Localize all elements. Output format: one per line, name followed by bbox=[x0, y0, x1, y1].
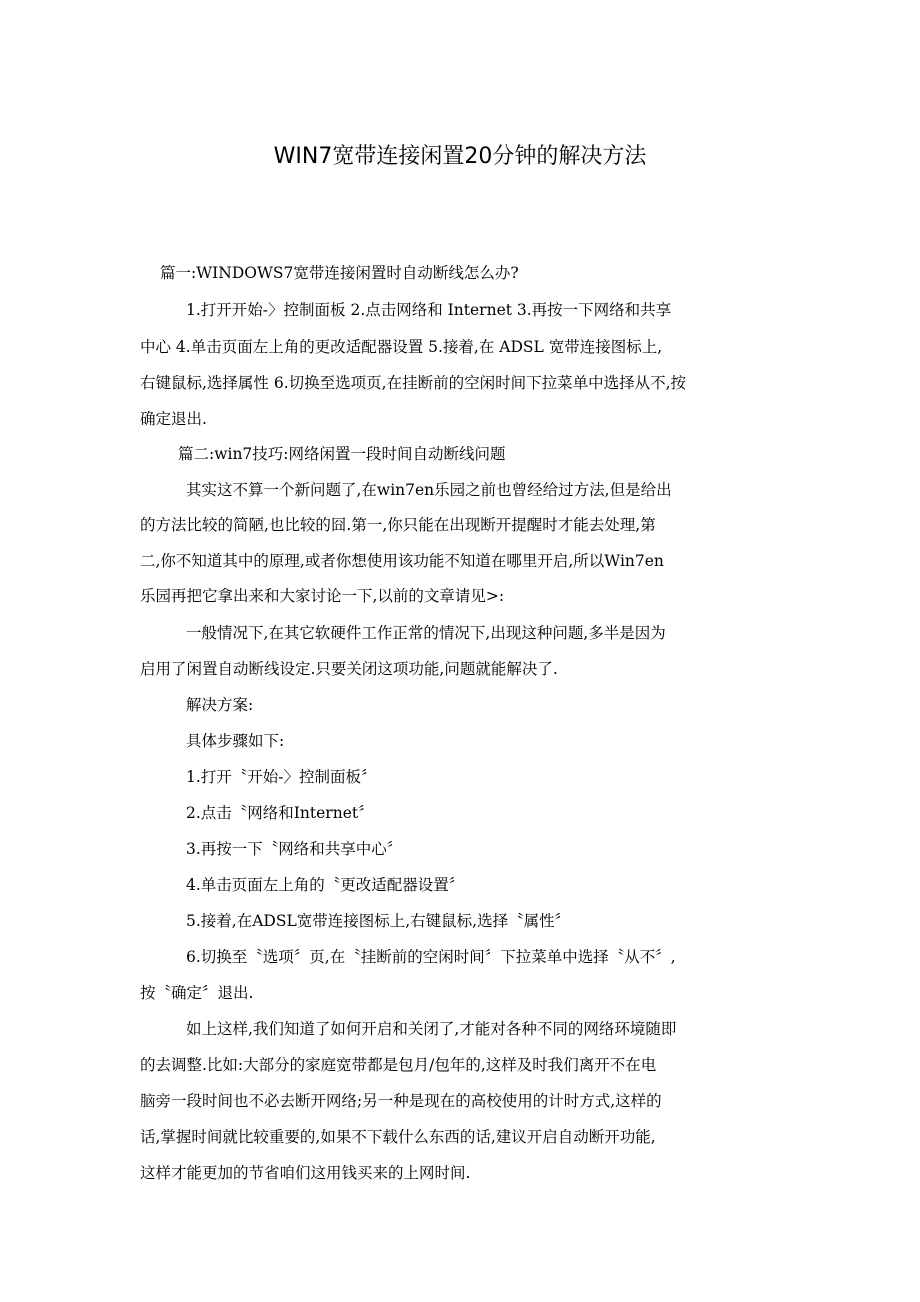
subheading: 解决方案: bbox=[186, 696, 254, 714]
paragraph-line: 脑旁一段时间也不必去断开网络;另一种是现在的高校使用的计时方式,这样的 bbox=[140, 1092, 662, 1110]
step-item: 1.打开〝开始-〉控制面板〞 bbox=[186, 768, 377, 786]
step-item-continuation: 按〝确定〞退出. bbox=[140, 984, 254, 1002]
section-heading-2: 篇二:win7技巧:网络闲置一段时间自动断线问题 bbox=[178, 445, 506, 463]
step-item: 4.单击页面左上角的〝更改适配器设置〞 bbox=[186, 876, 465, 894]
paragraph-line: 1.打开开始-〉控制面板 2.点击网络和 Internet 3.再按一下网络和共享 bbox=[186, 301, 672, 319]
paragraph-line: 的方法比较的简陋,也比较的囧.第一,你只能在出现断开提醒时才能去处理,第 bbox=[140, 516, 656, 534]
step-item: 3.再按一下〝网络和共享中心〞 bbox=[186, 840, 403, 858]
paragraph-line: 乐园再把它拿出来和大家讨论一下,以前的文章请见>: bbox=[140, 587, 505, 605]
paragraph-line: 确定退出. bbox=[140, 410, 207, 428]
paragraph-line: 右键鼠标,选择属性 6.切换至选项页,在挂断前的空闲时间下拉菜单中选择从不,按 bbox=[140, 374, 686, 392]
paragraph-line: 这样才能更加的节省咱们这用钱买来的上网时间. bbox=[140, 1164, 471, 1182]
paragraph-line: 其实这不算一个新问题了,在win7en乐园之前也曾经给过方法,但是给出 bbox=[186, 481, 672, 499]
paragraph-line: 二,你不知道其中的原理,或者你想使用该功能不知道在哪里开启,所以Win7en bbox=[140, 552, 664, 570]
paragraph-line: 话,掌握时间就比较重要的,如果不下载什么东西的话,建议开启自动断开功能, bbox=[140, 1128, 656, 1146]
paragraph-line: 如上这样,我们知道了如何开启和关闭了,才能对各种不同的网络环境随即 bbox=[186, 1020, 677, 1038]
step-item: 2.点击〝网络和Internet〞 bbox=[186, 804, 374, 822]
subheading: 具体步骤如下: bbox=[186, 732, 285, 750]
paragraph-line: 启用了闲置自动断线设定.只要关闭这项功能,问题就能解决了. bbox=[140, 660, 558, 678]
step-item: 5.接着,在ADSL宽带连接图标上,右键鼠标,选择〝属性〞 bbox=[186, 912, 571, 930]
document-title: WIN7宽带连接闲置20分钟的解决方法 bbox=[273, 144, 647, 169]
paragraph-line: 中心 4.单击页面左上角的更改适配器设置 5.接着,在 ADSL 宽带连接图标上, bbox=[140, 338, 663, 356]
paragraph-line: 的去调整.比如:大部分的家庭宽带都是包月/包年的,这样及时我们离开不在电 bbox=[140, 1056, 657, 1074]
paragraph-line: 一般情况下,在其它软硬件工作正常的情况下,出现这种问题,多半是因为 bbox=[186, 624, 666, 642]
step-item: 6.切换至〝选项〞页,在〝挂断前的空闲时间〞下拉菜单中选择〝从不〞, bbox=[186, 948, 676, 966]
section-heading-1: 篇一:WINDOWS7宽带连接闲置时自动断线怎么办? bbox=[160, 264, 519, 282]
